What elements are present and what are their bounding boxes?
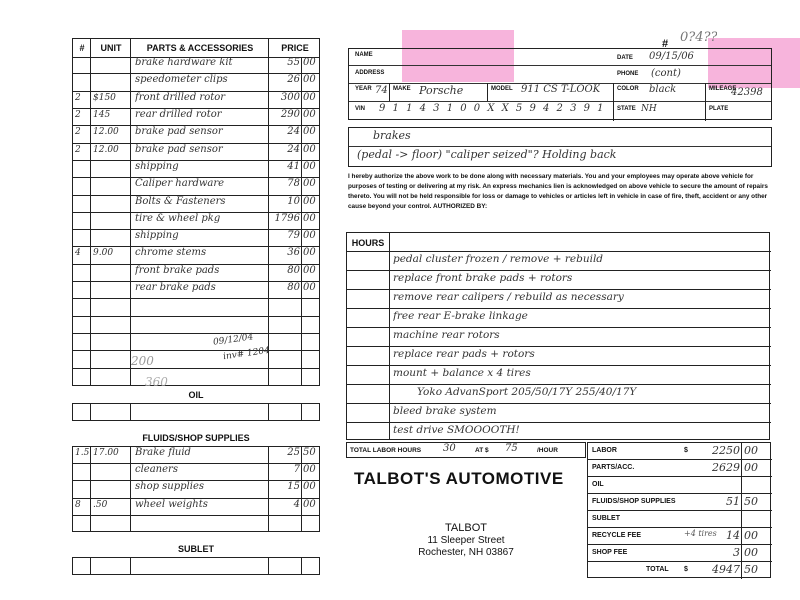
row-description: tire & wheel pkg [135, 212, 221, 224]
date-value: 09/15/06 [649, 51, 694, 62]
row-qty: 2 [75, 92, 81, 103]
row-description: chrome stems [135, 247, 207, 259]
make-value: Porsche [419, 84, 464, 97]
fluids-title: FLUIDS/SHOP SUPPLIES [142, 433, 250, 443]
complaint-box [348, 127, 772, 167]
plate-label: PLATE [709, 106, 729, 112]
col-price-header: PRICE [281, 43, 309, 53]
table-row [73, 178, 319, 195]
totals-cents: 00 [744, 546, 758, 559]
parts-rows [73, 57, 319, 386]
row-description: cleaners [135, 464, 178, 476]
row-dollars: 41 [287, 160, 300, 172]
row-dollars: 79 [287, 230, 300, 242]
name-label: NAME [355, 52, 373, 58]
totals-label: SHOP FEE [592, 549, 628, 556]
row-description: Bolts & Fasteners [135, 195, 226, 207]
row-dollars: 80 [287, 282, 300, 294]
hours-line-text: pedal cluster frozen / remove + rebuild [393, 253, 604, 265]
row-description: Caliper hardware [135, 178, 225, 190]
table-row [73, 447, 319, 464]
col-unit-header: UNIT [100, 43, 122, 53]
row-dollars: 55 [287, 57, 300, 68]
row-cents: 00 [303, 230, 316, 242]
cents-divider [741, 528, 742, 544]
row-cents: 50 [303, 447, 316, 458]
hours-title: HOURS [351, 238, 385, 248]
shop-footer-name: TALBOT [445, 522, 487, 534]
totals-dollars: 2250 [712, 444, 740, 457]
mileage-label: MILEAGE [709, 86, 737, 92]
cents-divider [741, 511, 742, 527]
table-row [73, 57, 319, 74]
customer-box [348, 48, 772, 120]
authorization-text: I hereby authorize the above work to be done along with necessary materials. You and your employees may operate above vehicle for purposes of testing or delivering at my risk. An express mechanics lien is acknowledged on above vehicle to secure the amount of repairs thereto. You will not be held responsible for loss or damage to vehicles or articles left in vehicle in case of fire, theft, accident or any other cause beyond your control. AUTHORIZED BY: [348, 173, 768, 210]
totals-label: FLUIDS/SHOP SUPPLIES [592, 498, 676, 505]
parts-table [72, 38, 320, 389]
row-cents: 00 [303, 464, 316, 476]
row-dollars: 1796 [274, 212, 300, 224]
row-description: front drilled rotor [135, 91, 226, 103]
hours-line [347, 327, 771, 346]
margin-note-200: 200 [131, 354, 154, 368]
fluid-rows [73, 447, 319, 533]
row-dollars: 4 [293, 498, 300, 510]
table-row [73, 351, 319, 368]
row-unit: .50 [93, 499, 108, 510]
row-cents: 00 [303, 160, 316, 172]
cents-divider [741, 545, 742, 561]
totals-cents: 00 [744, 529, 758, 542]
totals-box [587, 442, 771, 578]
table-row [73, 317, 319, 334]
row-dollars: 25 [287, 447, 300, 458]
row-cents: 00 [303, 195, 316, 207]
row-description: brake hardware kit [135, 57, 233, 68]
phone-value: (cont) [651, 68, 681, 79]
form-number-label: # [662, 38, 669, 50]
row-cents: 00 [303, 498, 316, 510]
row-cents: 00 [303, 264, 316, 276]
cents-divider [741, 460, 742, 476]
row-dollars: 7 [293, 464, 300, 476]
color-label: COLOR [617, 86, 639, 92]
labor-hours-value: 30 [443, 443, 456, 454]
totals-dollars: 4947 [712, 563, 740, 576]
totals-label: PARTS/ACC. [592, 464, 635, 471]
table-row [73, 109, 319, 126]
table-row [73, 299, 319, 316]
fluids-table [72, 446, 320, 532]
totals-cents: 50 [744, 495, 758, 508]
hours-line-text: remove rear calipers / rebuild as necessary [393, 291, 624, 303]
hours-line [347, 346, 771, 365]
cents-divider [741, 494, 742, 510]
totals-row [588, 511, 772, 528]
col-num-header: # [79, 43, 85, 53]
year-label: YEAR [355, 86, 372, 92]
totals-label: SUBLET [592, 515, 620, 522]
labor-hours-label: TOTAL LABOR HOURS [350, 447, 422, 454]
totals-cents: 50 [744, 563, 758, 576]
form-number-value: 0?4?? [680, 30, 718, 45]
row-unit: 9.00 [93, 248, 114, 259]
table-row [73, 481, 319, 498]
oil-title: OIL [188, 390, 204, 400]
row-qty: 2 [75, 144, 81, 155]
row-description: brake pad sensor [135, 143, 223, 155]
table-row [73, 282, 319, 299]
year-value: 74 [375, 85, 388, 96]
row-description: shop supplies [135, 481, 204, 493]
mileage-value: 42398 [731, 87, 763, 98]
row-qty: 1.5 [75, 448, 90, 458]
complaint-line-1: brakes [373, 129, 411, 142]
row-unit: 12.00 [93, 144, 119, 155]
totals-rows [588, 443, 772, 579]
totals-label: LABOR [592, 447, 617, 454]
vin-label: VIN [355, 106, 366, 112]
hours-line [347, 308, 771, 327]
row-dollars: 290 [280, 108, 300, 120]
phone-label: PHONE [617, 71, 639, 77]
table-row [73, 265, 319, 282]
date-label: DATE [617, 55, 633, 61]
shop-street: 11 Sleeper Street [427, 535, 505, 546]
make-label: MAKE [393, 86, 411, 92]
totals-row [588, 460, 772, 477]
row-qty: 8 [75, 499, 81, 510]
table-row [73, 92, 319, 109]
row-cents: 00 [303, 481, 316, 493]
totals-dollars: 3 [733, 546, 740, 559]
totals-row [588, 528, 772, 545]
totals-label: OIL [592, 481, 604, 488]
row-unit: 17.00 [93, 448, 119, 458]
shop-city: Rochester, NH 03867 [418, 547, 514, 558]
hours-line [347, 403, 771, 422]
margin-note-invoice: inv# 1204 [222, 345, 271, 363]
oil-row [72, 403, 320, 421]
row-dollars: 78 [287, 178, 300, 190]
totals-cents: 00 [744, 461, 758, 474]
complaint-line-2: (pedal -> floor) "caliper seized"? Holding back [357, 148, 617, 161]
row-dollars: 36 [287, 247, 300, 259]
row-cents: 00 [303, 212, 316, 224]
margin-note-360: 360 [145, 375, 168, 389]
hours-line-text: replace rear pads + rotors [393, 348, 535, 360]
row-qty: 2 [75, 127, 81, 138]
hours-line-text: machine rear rotors [393, 329, 500, 341]
hours-line [347, 251, 771, 270]
address-label: ADDRESS [355, 70, 385, 76]
row-dollars: 10 [287, 195, 300, 207]
totals-sign: $ [684, 566, 688, 573]
vin-value: 9 1 1 4 3 1 0 0 X X 5 9 4 2 3 9 1 [379, 103, 606, 114]
hours-line-text: test drive SMOOOOTH! [393, 424, 520, 436]
row-cents: 00 [303, 247, 316, 259]
row-qty: 2 [75, 109, 81, 120]
hours-line-text: bleed brake system [393, 405, 497, 417]
sublet-title: SUBLET [178, 544, 214, 554]
labor-per-label: /HOUR [537, 447, 558, 454]
shop-name: TALBOT'S AUTOMOTIVE [354, 469, 564, 488]
table-row [73, 230, 319, 247]
row-cents: 00 [303, 126, 316, 138]
row-description: rear drilled rotor [135, 108, 222, 120]
row-description: speedometer clips [135, 74, 228, 86]
table-row [73, 369, 319, 386]
table-row [73, 196, 319, 213]
table-row [73, 74, 319, 91]
row-dollars: 15 [287, 481, 300, 493]
model-label: MODEL [491, 86, 513, 92]
cents-divider [741, 562, 742, 579]
col-parts-header: PARTS & ACCESSORIES [146, 43, 254, 53]
hours-line [347, 384, 771, 403]
totals-sign: $ [684, 447, 688, 454]
table-row [73, 247, 319, 264]
hours-box [346, 232, 770, 440]
totals-row [588, 443, 772, 460]
row-description: brake pad sensor [135, 126, 223, 138]
cents-divider [741, 443, 742, 459]
row-dollars: 300 [280, 91, 300, 103]
totals-row [588, 562, 772, 579]
hours-line [347, 422, 771, 441]
table-row [73, 516, 319, 533]
totals-dollars: 14 [726, 529, 740, 542]
totals-row [588, 545, 772, 562]
labor-rate-value: 75 [505, 443, 518, 454]
cents-divider [741, 477, 742, 493]
row-cents: 00 [303, 74, 316, 86]
row-description: front brake pads [135, 264, 220, 276]
row-description: shipping [135, 230, 179, 242]
margin-note-date: 09/12/04 [212, 332, 254, 348]
row-dollars: 26 [287, 74, 300, 86]
totals-note: +4 tires [684, 529, 717, 538]
sublet-row [72, 557, 320, 575]
state-label: STATE [617, 106, 636, 112]
table-row [73, 126, 319, 143]
row-unit: 12.00 [93, 127, 119, 138]
row-cents: 00 [303, 108, 316, 120]
row-cents: 00 [303, 282, 316, 294]
hours-line [347, 365, 771, 384]
totals-row [588, 477, 772, 494]
table-row [73, 213, 319, 230]
table-row [73, 464, 319, 481]
table-row [73, 161, 319, 178]
row-dollars: 24 [287, 126, 300, 138]
hours-line-text: Yoko AdvanSport 205/50/17Y 255/40/17Y [417, 386, 637, 398]
table-row [73, 499, 319, 516]
row-cents: 00 [303, 178, 316, 190]
row-cents: 00 [303, 91, 316, 103]
row-cents: 00 [303, 57, 316, 68]
row-description: rear brake pads [135, 282, 216, 294]
hours-line-text: replace front brake pads + rotors [393, 272, 573, 284]
table-row [73, 144, 319, 161]
hours-lines [347, 251, 771, 441]
color-value: black [649, 84, 677, 95]
state-value: NH [641, 104, 657, 114]
totals-cents: 00 [744, 444, 758, 457]
row-description: Brake fluid [135, 447, 191, 458]
row-dollars: 24 [287, 143, 300, 155]
totals-label: TOTAL [646, 566, 669, 573]
row-unit: $150 [93, 92, 116, 103]
row-qty: 4 [75, 248, 81, 259]
labor-hours-row [346, 442, 586, 458]
table-row [73, 334, 319, 351]
row-cents: 00 [303, 143, 316, 155]
model-value: 911 CS T-LOOK [521, 84, 601, 95]
row-unit: 145 [93, 109, 111, 120]
row-description: shipping [135, 160, 179, 172]
totals-label: RECYCLE FEE [592, 532, 642, 539]
totals-dollars: 51 [726, 495, 740, 508]
hours-line-text: mount + balance x 4 tires [393, 367, 531, 379]
row-dollars: 80 [287, 264, 300, 276]
totals-row [588, 494, 772, 511]
hours-line-text: free rear E-brake linkage [393, 310, 528, 322]
totals-dollars: 2629 [712, 461, 740, 474]
labor-rate-label: AT $ [475, 447, 489, 454]
row-description: wheel weights [135, 498, 208, 510]
hours-line [347, 270, 771, 289]
hours-line [347, 289, 771, 308]
